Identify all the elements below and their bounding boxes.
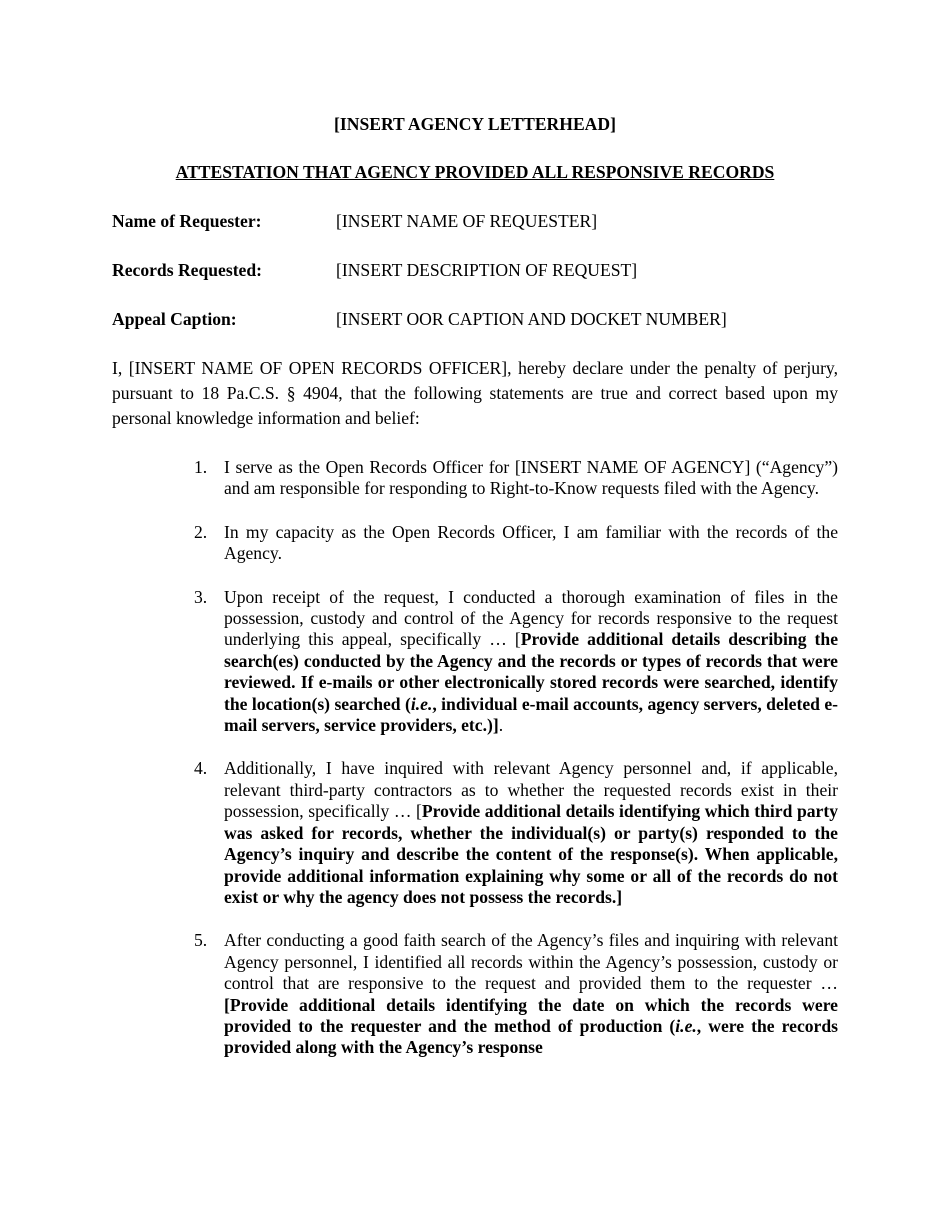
statement-number: 5. [194,930,208,951]
statement-instruction: [Provide additional details identifying the date on which the records were provided to the requester and the method of production ( [224,994,838,1036]
statement-text: Additionally, I have inquired with relevant Agency personnel and, if applicable, relevant third-party contractors as to whether the requested records exist in their possession, specifically … [ [224,758,838,822]
statement-item [194,758,838,908]
appeal-caption-value: [INSERT OOR CAPTION AND DOCKET NUMBER] [336,309,727,329]
statement-text: In my capacity as the Open Records Officer, I am familiar with the records of the Agency. [224,521,838,564]
statement-instruction-italic: i.e. [675,1015,697,1036]
document-title: ATTESTATION THAT AGENCY PROVIDED ALL RESPONSIVE RECORDS [175,162,775,182]
statement-instruction-italic: i.e. [410,693,433,714]
letterhead-placeholder: [INSERT AGENCY LETTERHEAD] [334,114,616,134]
requester-name-label: Name of Requester: [112,211,262,231]
statement-number: 4. [194,758,208,779]
declaration-intro: I, [INSERT NAME OF OPEN RECORDS OFFICER], hereby declare under the penalty of perjury, pursuant to 18 Pa.C.S. § 4904, that the following statements are true and correct based upon my personal knowledge information and belief: [112,358,838,428]
statement-number: 2. [194,521,208,542]
records-requested-label: Records Requested: [112,260,263,280]
statement-text: I serve as the Open Records Officer for [INSERT NAME OF AGENCY] (“Agency”) and am responsible for responding to Right-to-Know requests filed with the Agency. [224,457,838,499]
records-requested-value: [INSERT DESCRIPTION OF REQUEST] [336,260,638,280]
statement-item [194,521,838,565]
statement-instruction: Provide additional details describing the search(es) conducted by the Agency and the records or types of records that were reviewed. If e-mails or other electronically stored records were searched, identify the location(s) searched ( [224,629,838,714]
statement-text: After conducting a good faith search of the Agency’s files and inquiring with relevant Agency personnel, I identified all records within the Agency’s possession, custody or control that are responsive to the request and provided them to the requester … [224,930,838,994]
requester-name-value: [INSERT NAME OF REQUESTER] [336,211,598,231]
numbered-statements [0,457,950,1081]
statement-instruction: Provide additional details identifying which third party was asked for records, whether the individual(s) or party(s) responded to the Agency’s inquiry and describe the content of the response(s). When applicable, provide additional information explaining why some or all of the records do not exist or why the agency does not possess the records.] [224,801,838,907]
statement-text: Upon receipt of the request, I conducted a thorough examination of files in the possession, custody and control of the Agency for records responsive to the request underlying this appeal, specifically … [ [224,586,838,650]
statement-instruction: , were the records provided along with the Agency’s response [224,1015,838,1058]
statement-item [194,930,838,1058]
statement-item [194,457,838,500]
statement-number: 3. [194,586,208,607]
statement-item [194,586,838,737]
statement-text: . [498,715,504,736]
statement-instruction: , individual e-mail accounts, agency servers, deleted e-mail servers, service providers, etc.)] [224,693,838,736]
appeal-caption-label: Appeal Caption: [112,309,237,329]
statement-number: 1. [194,457,208,477]
